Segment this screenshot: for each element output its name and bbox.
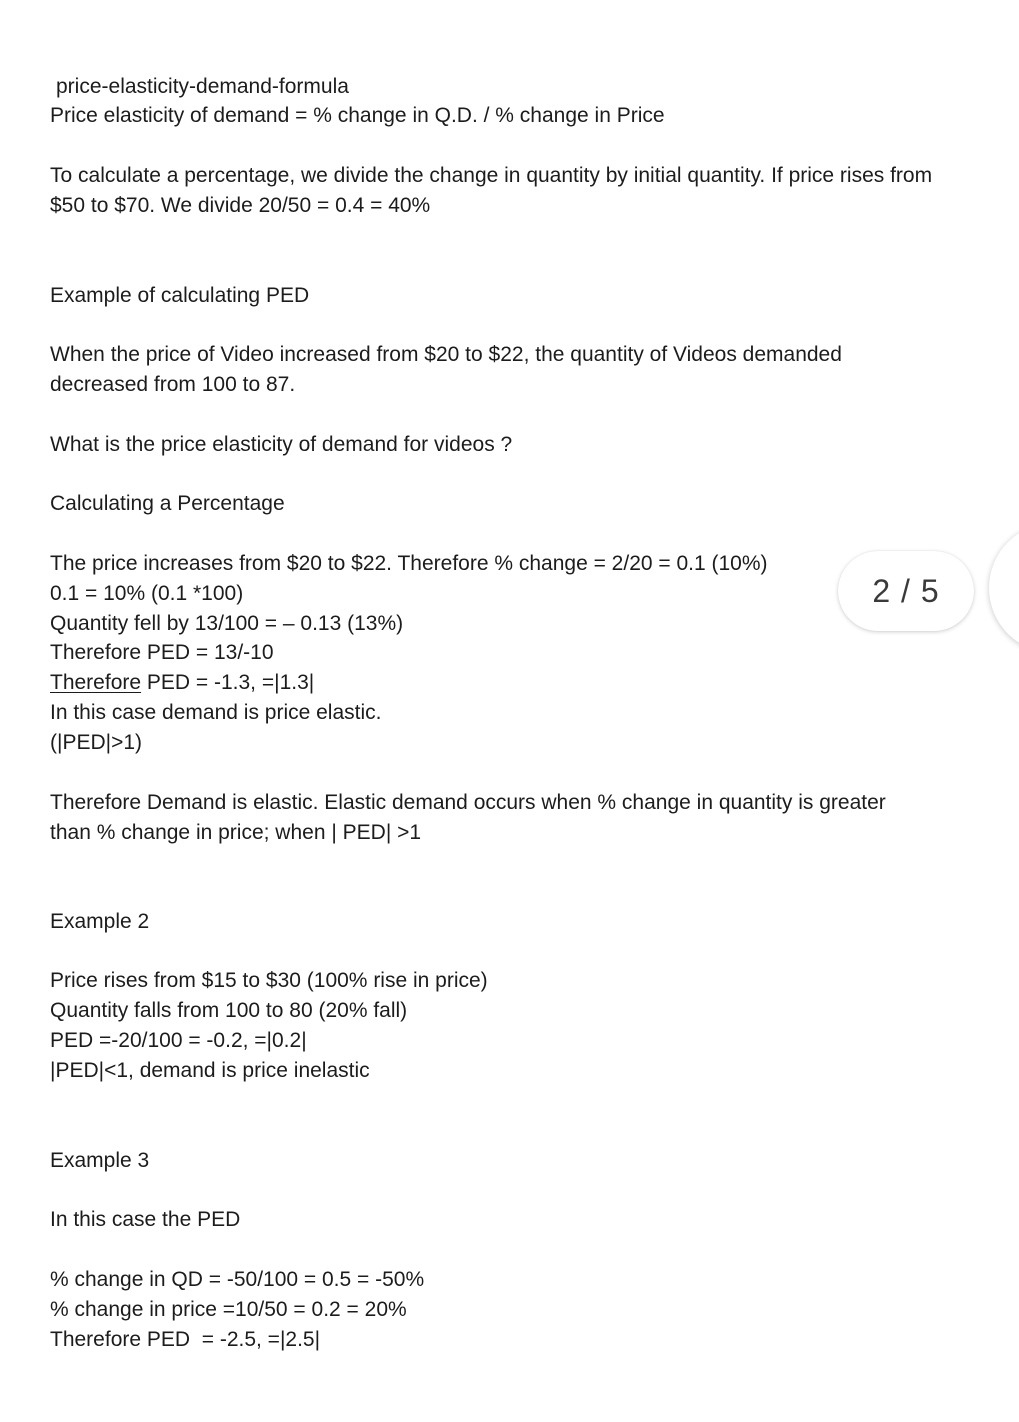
page-indicator: 2 / 5 — [838, 551, 974, 631]
example2-line-2: Quantity falls from 100 to 80 (20% fall) — [50, 999, 408, 1022]
example2-line-3: PED =-20/100 = -0.2, =|0.2| — [50, 1029, 307, 1052]
example3-line-1: % change in QD = -50/100 = 0.5 = -50% — [50, 1268, 425, 1291]
calc-line-4: Therefore PED = 13/-10 — [50, 641, 274, 664]
calc-line-5 — [50, 668, 314, 698]
example3-intro: In this case the PED — [50, 1208, 241, 1231]
doc-heading: price-elasticity-demand-formula — [56, 75, 349, 98]
calc-line-1: The price increases from $20 to $22. Therefore % change = 2/20 = 0.1 (10%) — [50, 552, 768, 575]
side-action-button[interactable] — [989, 523, 1019, 653]
example3-line-3: Therefore PED = -2.5, =|2.5| — [50, 1328, 321, 1351]
example3-title: Example 3 — [50, 1149, 150, 1172]
percent-intro-line-1: To calculate a percentage, we divide the change in quantity by initial quantity. If price rises from — [50, 164, 933, 187]
percent-intro-line-2: $50 to $70. We divide 20/50 = 0.4 = 40% — [50, 194, 431, 217]
example1-title: Example of calculating PED — [50, 284, 310, 307]
calc-line-7: (|PED|>1) — [50, 731, 143, 754]
calc-line-5-rest: PED = -1.3, =|1.3| — [141, 671, 315, 694]
calc-line-3: Quantity fell by 13/100 = – 0.13 (13%) — [50, 612, 404, 635]
calc-line-5-underlined: Therefore — [50, 671, 142, 694]
conclusion-line-1: Therefore Demand is elastic. Elastic demand occurs when % change in quantity is greater — [50, 791, 886, 814]
conclusion-line-2: than % change in price; when | PED| >1 — [50, 821, 422, 844]
example1-text-line-2: decreased from 100 to 87. — [50, 373, 296, 396]
question-line: What is the price elasticity of demand for videos ? — [50, 433, 513, 456]
calc-line-2: 0.1 = 10% (0.1 *100) — [50, 582, 244, 605]
example2-title: Example 2 — [50, 910, 150, 933]
example3-line-2: % change in price =10/50 = 0.2 = 20% — [50, 1298, 407, 1321]
example1-text-line-1: When the price of Video increased from $20 to $22, the quantity of Videos demanded — [50, 343, 842, 366]
calc-line-6: In this case demand is price elastic. — [50, 701, 382, 724]
formula-line: Price elasticity of demand = % change in Q.D. / % change in Price — [50, 104, 665, 127]
example2-line-1: Price rises from $15 to $30 (100% rise in price) — [50, 969, 488, 992]
example2-line-4: |PED|<1, demand is price inelastic — [50, 1059, 370, 1082]
calc-title: Calculating a Percentage — [50, 492, 285, 515]
